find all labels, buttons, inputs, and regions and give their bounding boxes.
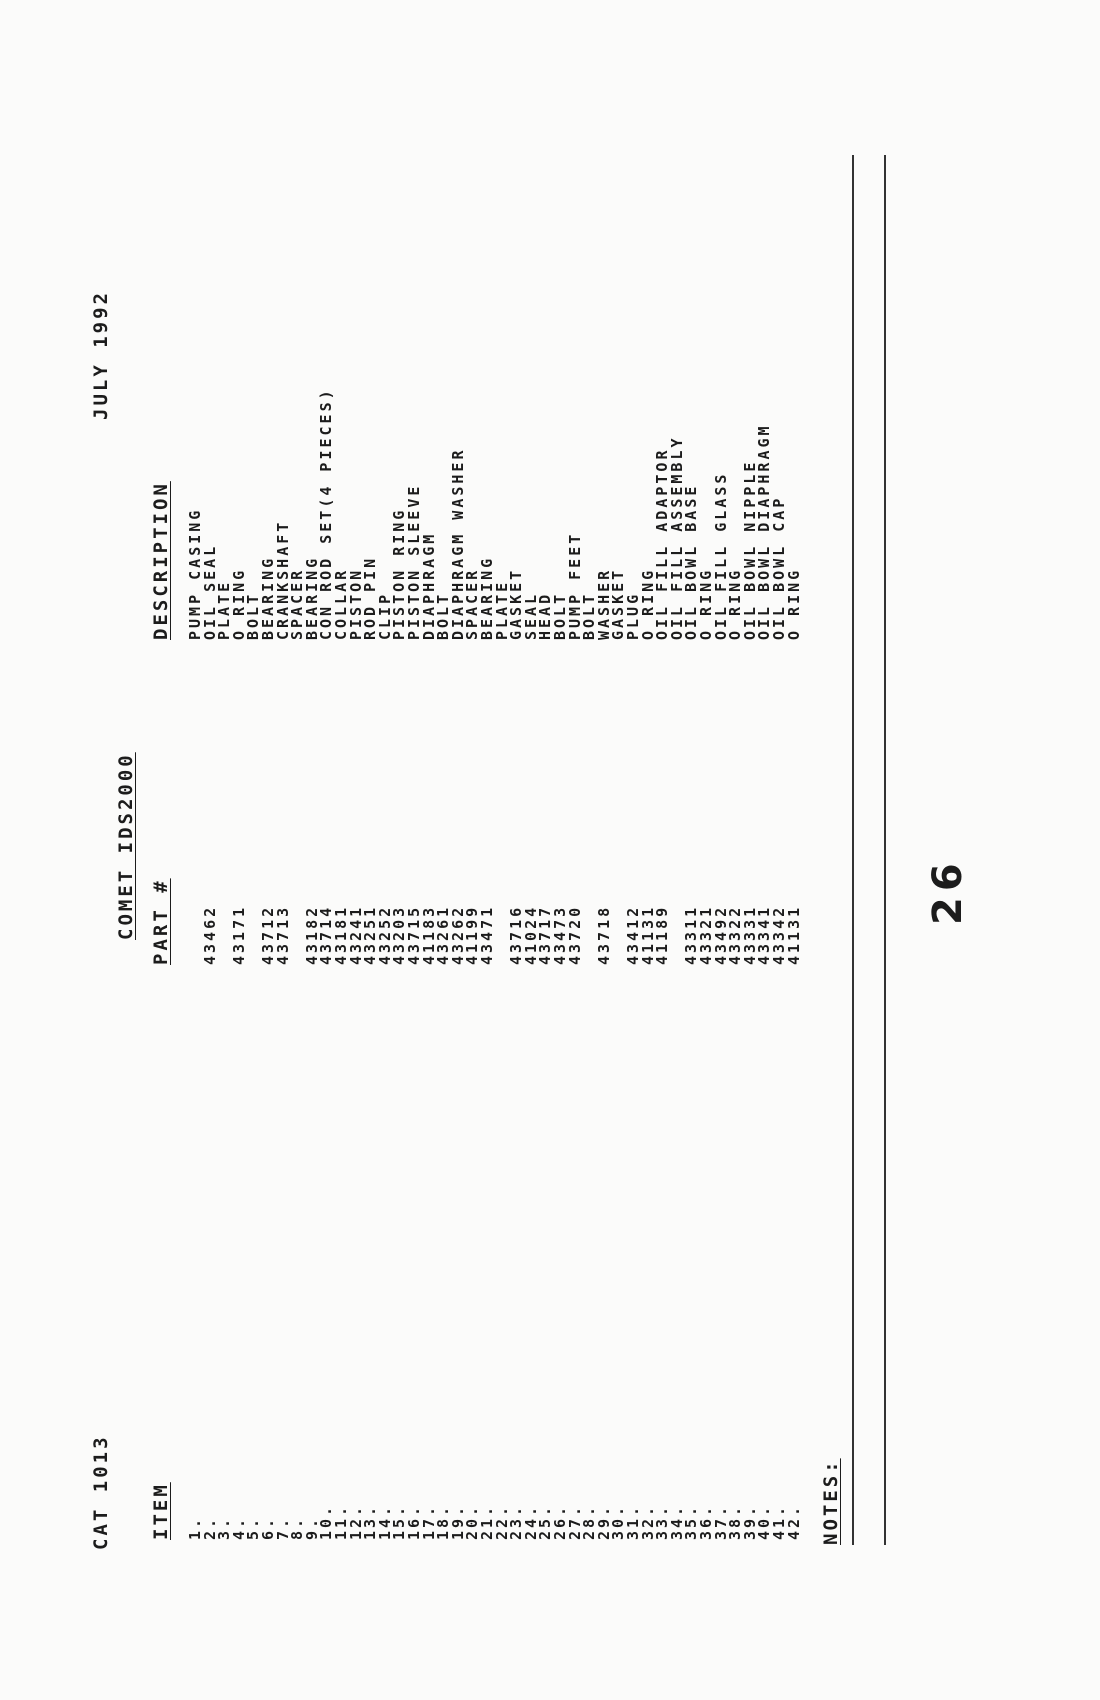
- part-description: PISTON SLEEVE: [405, 483, 423, 640]
- item-number: 5.: [244, 1515, 263, 1540]
- table-row: [346, 0, 365, 1700]
- part-number: 43311: [682, 904, 701, 965]
- table-row: [740, 0, 759, 1700]
- part-number: 43182: [302, 904, 321, 965]
- item-number: 38.: [726, 1503, 745, 1540]
- notes-line: [852, 155, 854, 1545]
- item-number: 25.: [536, 1503, 555, 1540]
- table-row: [667, 0, 686, 1700]
- item-number: 17.: [419, 1503, 438, 1540]
- part-description: BOLT: [244, 591, 263, 640]
- part-description: WASHER: [594, 567, 613, 640]
- table-row: [757, 0, 772, 1700]
- table-row: [436, 0, 451, 1700]
- item-number: 30.: [609, 1503, 628, 1540]
- item-number: 10.: [317, 1503, 336, 1540]
- part-description: SEAL: [521, 591, 540, 640]
- item-number: 16.: [405, 1503, 423, 1540]
- part-description: PLUG: [624, 591, 642, 640]
- part-description: BEARING: [259, 555, 277, 640]
- item-number: 40.: [755, 1503, 774, 1540]
- document-date: JULY 1992: [90, 290, 112, 420]
- part-number: 43181: [332, 904, 350, 965]
- notes-label: NOTES:: [820, 1458, 842, 1545]
- part-description: PUMP FEET: [565, 531, 584, 640]
- item-number: 28.: [580, 1503, 599, 1540]
- part-description: GASKET: [507, 567, 526, 640]
- part-number: 43262: [448, 904, 467, 965]
- table-row: [273, 0, 292, 1700]
- table-row: [772, 0, 787, 1700]
- table-row: [594, 0, 613, 1700]
- item-number: 4.: [229, 1515, 248, 1540]
- table-row: [611, 0, 626, 1700]
- table-row: [319, 0, 334, 1700]
- part-number: 43720: [565, 904, 584, 965]
- table-row: [217, 0, 232, 1700]
- part-description: PISTON RING: [390, 507, 409, 640]
- part-number: 41183: [419, 904, 438, 965]
- part-description: OIL FILL ADAPTOR: [653, 447, 672, 640]
- part-number: 43251: [361, 904, 380, 965]
- part-description: PLATE: [215, 579, 234, 640]
- part-description: O RING: [697, 567, 715, 640]
- part-number: 43718: [594, 904, 613, 965]
- table-row: [655, 0, 670, 1700]
- part-description: COLLAR: [332, 567, 350, 640]
- table-row: [302, 0, 321, 1700]
- part-description: OIL BOWL DIAPHRAGM: [755, 423, 774, 640]
- part-description: OIL BOWL BASE: [682, 483, 701, 640]
- item-number: 32.: [638, 1503, 657, 1540]
- table-row: [699, 0, 714, 1700]
- part-number: 43203: [390, 904, 409, 965]
- part-description: O RING: [229, 567, 248, 640]
- item-number: 9.: [302, 1515, 321, 1540]
- item-number: 24.: [521, 1503, 540, 1540]
- part-description: PISTON: [346, 567, 365, 640]
- item-number: 31.: [624, 1503, 642, 1540]
- table-row: [553, 0, 568, 1700]
- item-number: 33.: [653, 1503, 672, 1540]
- part-description: CLIP: [375, 591, 394, 640]
- part-description: BOLT: [434, 591, 453, 640]
- part-number: 43462: [200, 904, 219, 965]
- table-row: [363, 0, 378, 1700]
- item-number: 42.: [784, 1503, 803, 1540]
- table-row: [480, 0, 495, 1700]
- table-row: [407, 0, 422, 1700]
- part-number: 43473: [551, 904, 569, 965]
- table-row: [684, 0, 699, 1700]
- column-header-description: DESCRIPTION: [150, 481, 172, 640]
- table-row: [261, 0, 276, 1700]
- part-description: O RING: [784, 567, 803, 640]
- item-number: 21.: [478, 1503, 496, 1540]
- part-number: 43717: [536, 904, 555, 965]
- part-description: BOLT: [580, 591, 599, 640]
- table-row: [448, 0, 467, 1700]
- catalog-number: CAT 1013: [90, 1434, 112, 1550]
- table-row: [509, 0, 524, 1700]
- item-number: 15.: [390, 1503, 409, 1540]
- part-description: OIL FILL GLASS: [711, 471, 730, 640]
- item-number: 8.: [288, 1515, 307, 1540]
- part-description: BEARING: [478, 555, 496, 640]
- table-row: [582, 0, 597, 1700]
- table-row: [229, 0, 248, 1700]
- item-number: 2.: [200, 1515, 219, 1540]
- part-description: OIL BOWL NIPPLE: [740, 459, 759, 640]
- table-row: [784, 0, 803, 1700]
- item-number: 37.: [711, 1503, 730, 1540]
- table-row: [188, 0, 203, 1700]
- table-row: [465, 0, 480, 1700]
- part-number: 43321: [697, 904, 715, 965]
- item-number: 13.: [361, 1503, 380, 1540]
- page-number: 26: [925, 857, 971, 925]
- part-number: 43713: [273, 904, 292, 965]
- part-number: 41131: [784, 904, 803, 965]
- part-description: CON ROD SET(4 PIECES): [317, 387, 336, 640]
- part-number: 43492: [711, 904, 730, 965]
- part-number: 43261: [434, 904, 453, 965]
- part-number: 43241: [346, 904, 365, 965]
- part-description: SPACER: [463, 567, 482, 640]
- table-row: [200, 0, 219, 1700]
- part-number: 43712: [259, 904, 277, 965]
- table-row: [538, 0, 553, 1700]
- column-header-item: ITEM: [150, 1482, 172, 1540]
- table-row: [626, 0, 641, 1700]
- item-number: 41.: [770, 1503, 788, 1540]
- part-number: 43412: [624, 904, 642, 965]
- table-row: [419, 0, 438, 1700]
- notes-line: [884, 155, 886, 1545]
- table-row: [521, 0, 540, 1700]
- item-number: 23.: [507, 1503, 526, 1540]
- item-number: 12.: [346, 1503, 365, 1540]
- item-number: 1.: [186, 1515, 204, 1540]
- part-description: ROD PIN: [361, 555, 380, 640]
- item-number: 11.: [332, 1503, 350, 1540]
- part-number: 43714: [317, 904, 336, 965]
- part-number: 43252: [375, 904, 394, 965]
- item-number: 3.: [215, 1515, 234, 1540]
- part-number: 41189: [653, 904, 672, 965]
- part-description: PLATE: [492, 579, 511, 640]
- item-number: 39.: [740, 1503, 759, 1540]
- item-number: 29.: [594, 1503, 613, 1540]
- item-number: 6.: [259, 1515, 277, 1540]
- part-description: PUMP CASING: [186, 507, 204, 640]
- part-description: OIL BOWL CAP: [770, 495, 788, 640]
- part-description: GASKET: [609, 567, 628, 640]
- part-number: 43342: [770, 904, 788, 965]
- item-number: 18.: [434, 1503, 453, 1540]
- item-number: 27.: [565, 1503, 584, 1540]
- part-number: 43331: [740, 904, 759, 965]
- item-number: 36.: [697, 1503, 715, 1540]
- table-row: [638, 0, 657, 1700]
- part-number: 43322: [726, 904, 745, 965]
- part-description: OIL FILL ASSEMBLY: [667, 435, 686, 640]
- part-number: 43341: [755, 904, 774, 965]
- part-description: HEAD: [536, 591, 555, 640]
- part-description: DIAPHRAGM: [419, 531, 438, 640]
- item-number: 26.: [551, 1503, 569, 1540]
- item-number: 7.: [273, 1515, 292, 1540]
- part-number: 43171: [229, 904, 248, 965]
- table-row: [565, 0, 584, 1700]
- part-description: SPACER: [288, 567, 307, 640]
- table-row: [290, 0, 305, 1700]
- part-description: BEARING: [302, 555, 321, 640]
- item-number: 22.: [492, 1503, 511, 1540]
- part-description: O RING: [638, 567, 657, 640]
- part-number: 43716: [507, 904, 526, 965]
- part-description: DIAPHRAGM WASHER: [448, 447, 467, 640]
- table-row: [392, 0, 407, 1700]
- table-row: [728, 0, 743, 1700]
- column-header-part-number: PART #: [150, 878, 172, 965]
- item-number: 20.: [463, 1503, 482, 1540]
- table-row: [375, 0, 394, 1700]
- item-number: 14.: [375, 1503, 394, 1540]
- part-number: 41199: [463, 904, 482, 965]
- item-number: 19.: [448, 1503, 467, 1540]
- table-row: [492, 0, 511, 1700]
- part-description: BOLT: [551, 591, 569, 640]
- document-title: COMET IDS2000: [115, 752, 137, 940]
- part-description: OIL SEAL: [200, 543, 219, 640]
- table-row: [246, 0, 261, 1700]
- table-row: [334, 0, 349, 1700]
- part-number: 41024: [521, 904, 540, 965]
- item-number: 34.: [667, 1503, 686, 1540]
- part-description: CRANKSHAFT: [273, 519, 292, 640]
- table-row: [711, 0, 730, 1700]
- part-number: 41131: [638, 904, 657, 965]
- part-description: O RING: [726, 567, 745, 640]
- part-number: 43471: [478, 904, 496, 965]
- item-number: 35.: [682, 1503, 701, 1540]
- part-number: 43715: [405, 904, 423, 965]
